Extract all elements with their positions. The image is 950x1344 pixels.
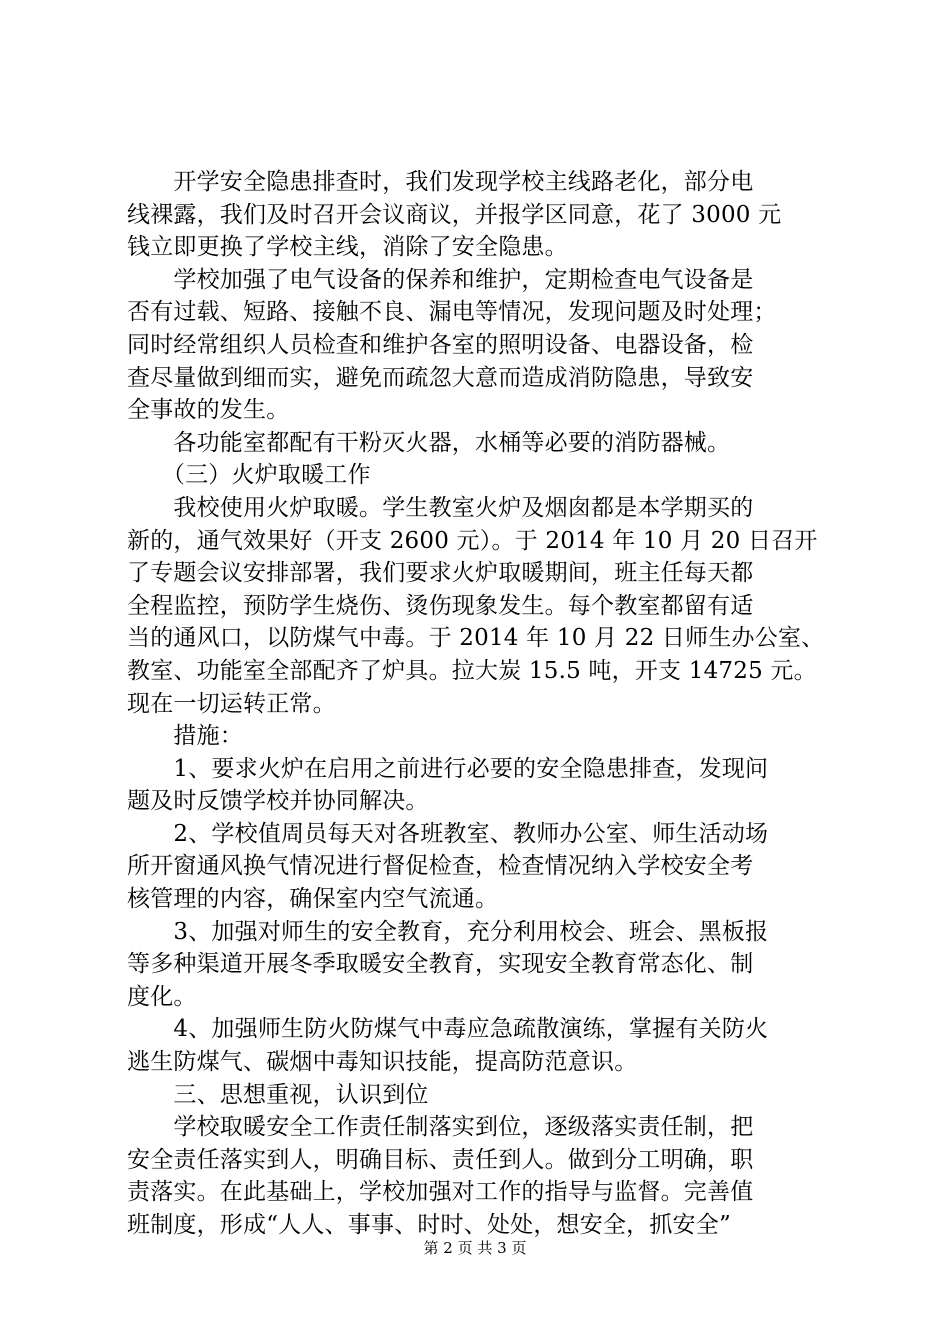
text-line: 3、加强对师生的安全教育，充分利用校会、班会、黑板报 — [127, 918, 769, 945]
text-line: 开学安全隐患排查时，我们发现学校主线路老化，部分电 — [127, 169, 754, 195]
text-line: 全事故的发生。 — [127, 397, 290, 424]
text-line: 1、要求火炉在启用之前进行必要的安全隐患排查，发现问 — [127, 755, 769, 782]
text-line: 4、加强师生防火防煤气中毒应急疏散演练，掌握有关防火 — [127, 1016, 769, 1043]
text-line: 题及时反馈学校并协同解决。 — [127, 788, 429, 815]
text-line: 新的，通气效果好（开支 2600 元）。于 2014 年 10 月 20 日召开 — [127, 527, 818, 554]
measures-heading: 措施： — [127, 723, 243, 750]
text-line: 学校取暖安全工作责任制落实到位，逐级落实责任制，把 — [127, 1114, 754, 1141]
text-line: 2、学校值周员每天对各班教室、教师办公室、师生活动场 — [127, 820, 769, 847]
text-line: 了专题会议安排部署，我们要求火炉取暖期间，班主任每天都 — [127, 560, 754, 587]
text-line: 逃生防煤气、碳烟中毒知识技能，提高防范意识。 — [127, 1049, 638, 1076]
section-heading: （三）火炉取暖工作 — [127, 462, 371, 489]
text-line: 等多种渠道开展冬季取暖安全教育，实现安全教育常态化、制 — [127, 951, 754, 978]
text-line: 教室、功能室全部配齐了炉具。拉大炭 15.5 吨，开支 14725 元。 — [127, 657, 817, 684]
text-line: 线裸露，我们及时召开会议商议，并报学区同意，花了 3000 元 — [127, 201, 782, 228]
section-heading: 三、思想重视，认识到位 — [127, 1081, 429, 1108]
document-body — [127, 166, 827, 1242]
text-line: 各功能室都配有干粉灭火器，水桶等必要的消防器械。 — [127, 429, 731, 456]
text-line: 安全责任落实到人，明确目标、责任到人。做到分工明确，职 — [127, 1146, 754, 1173]
text-line: 查尽量做到细而实，避免而疏忽大意而造成消防隐患，导致安 — [127, 364, 754, 391]
text-line: 班制度，形成“人人、事事、时时、处处，想安全，抓安全” — [127, 1212, 731, 1238]
text-line: 否有过载、短路、接触不良、漏电等情况，发现问题及时处理； — [127, 299, 777, 326]
text-line: 现在一切运转正常。 — [127, 690, 336, 717]
text-line: 学校加强了电气设备的保养和维护，定期检查电气设备是 — [127, 266, 754, 293]
text-line: 全程监控，预防学生烧伤、烫伤现象发生。每个教室都留有适 — [127, 592, 754, 619]
text-line: 当的通风口，以防煤气中毒。于 2014 年 10 月 22 日师生办公室、 — [127, 625, 825, 652]
page-footer: 第 2 页 共 3 页 — [423, 1239, 527, 1257]
text-line: 我校使用火炉取暖。学生教室火炉及烟囱都是本学期买的 — [127, 494, 754, 521]
text-line: 责落实。在此基础上，学校加强对工作的指导与监督。完善值 — [127, 1179, 754, 1206]
text-line: 核管理的内容，确保室内空气流通。 — [127, 886, 499, 913]
text-line: 所开窗通风换气情况进行督促检查，检查情况纳入学校安全考 — [127, 853, 754, 880]
text-line: 度化。 — [127, 983, 197, 1010]
text-line: 钱立即更换了学校主线，消除了安全隐患。 — [127, 234, 568, 261]
text-line: 同时经常组织人员检查和维护各室的照明设备、电器设备，检 — [127, 331, 754, 358]
